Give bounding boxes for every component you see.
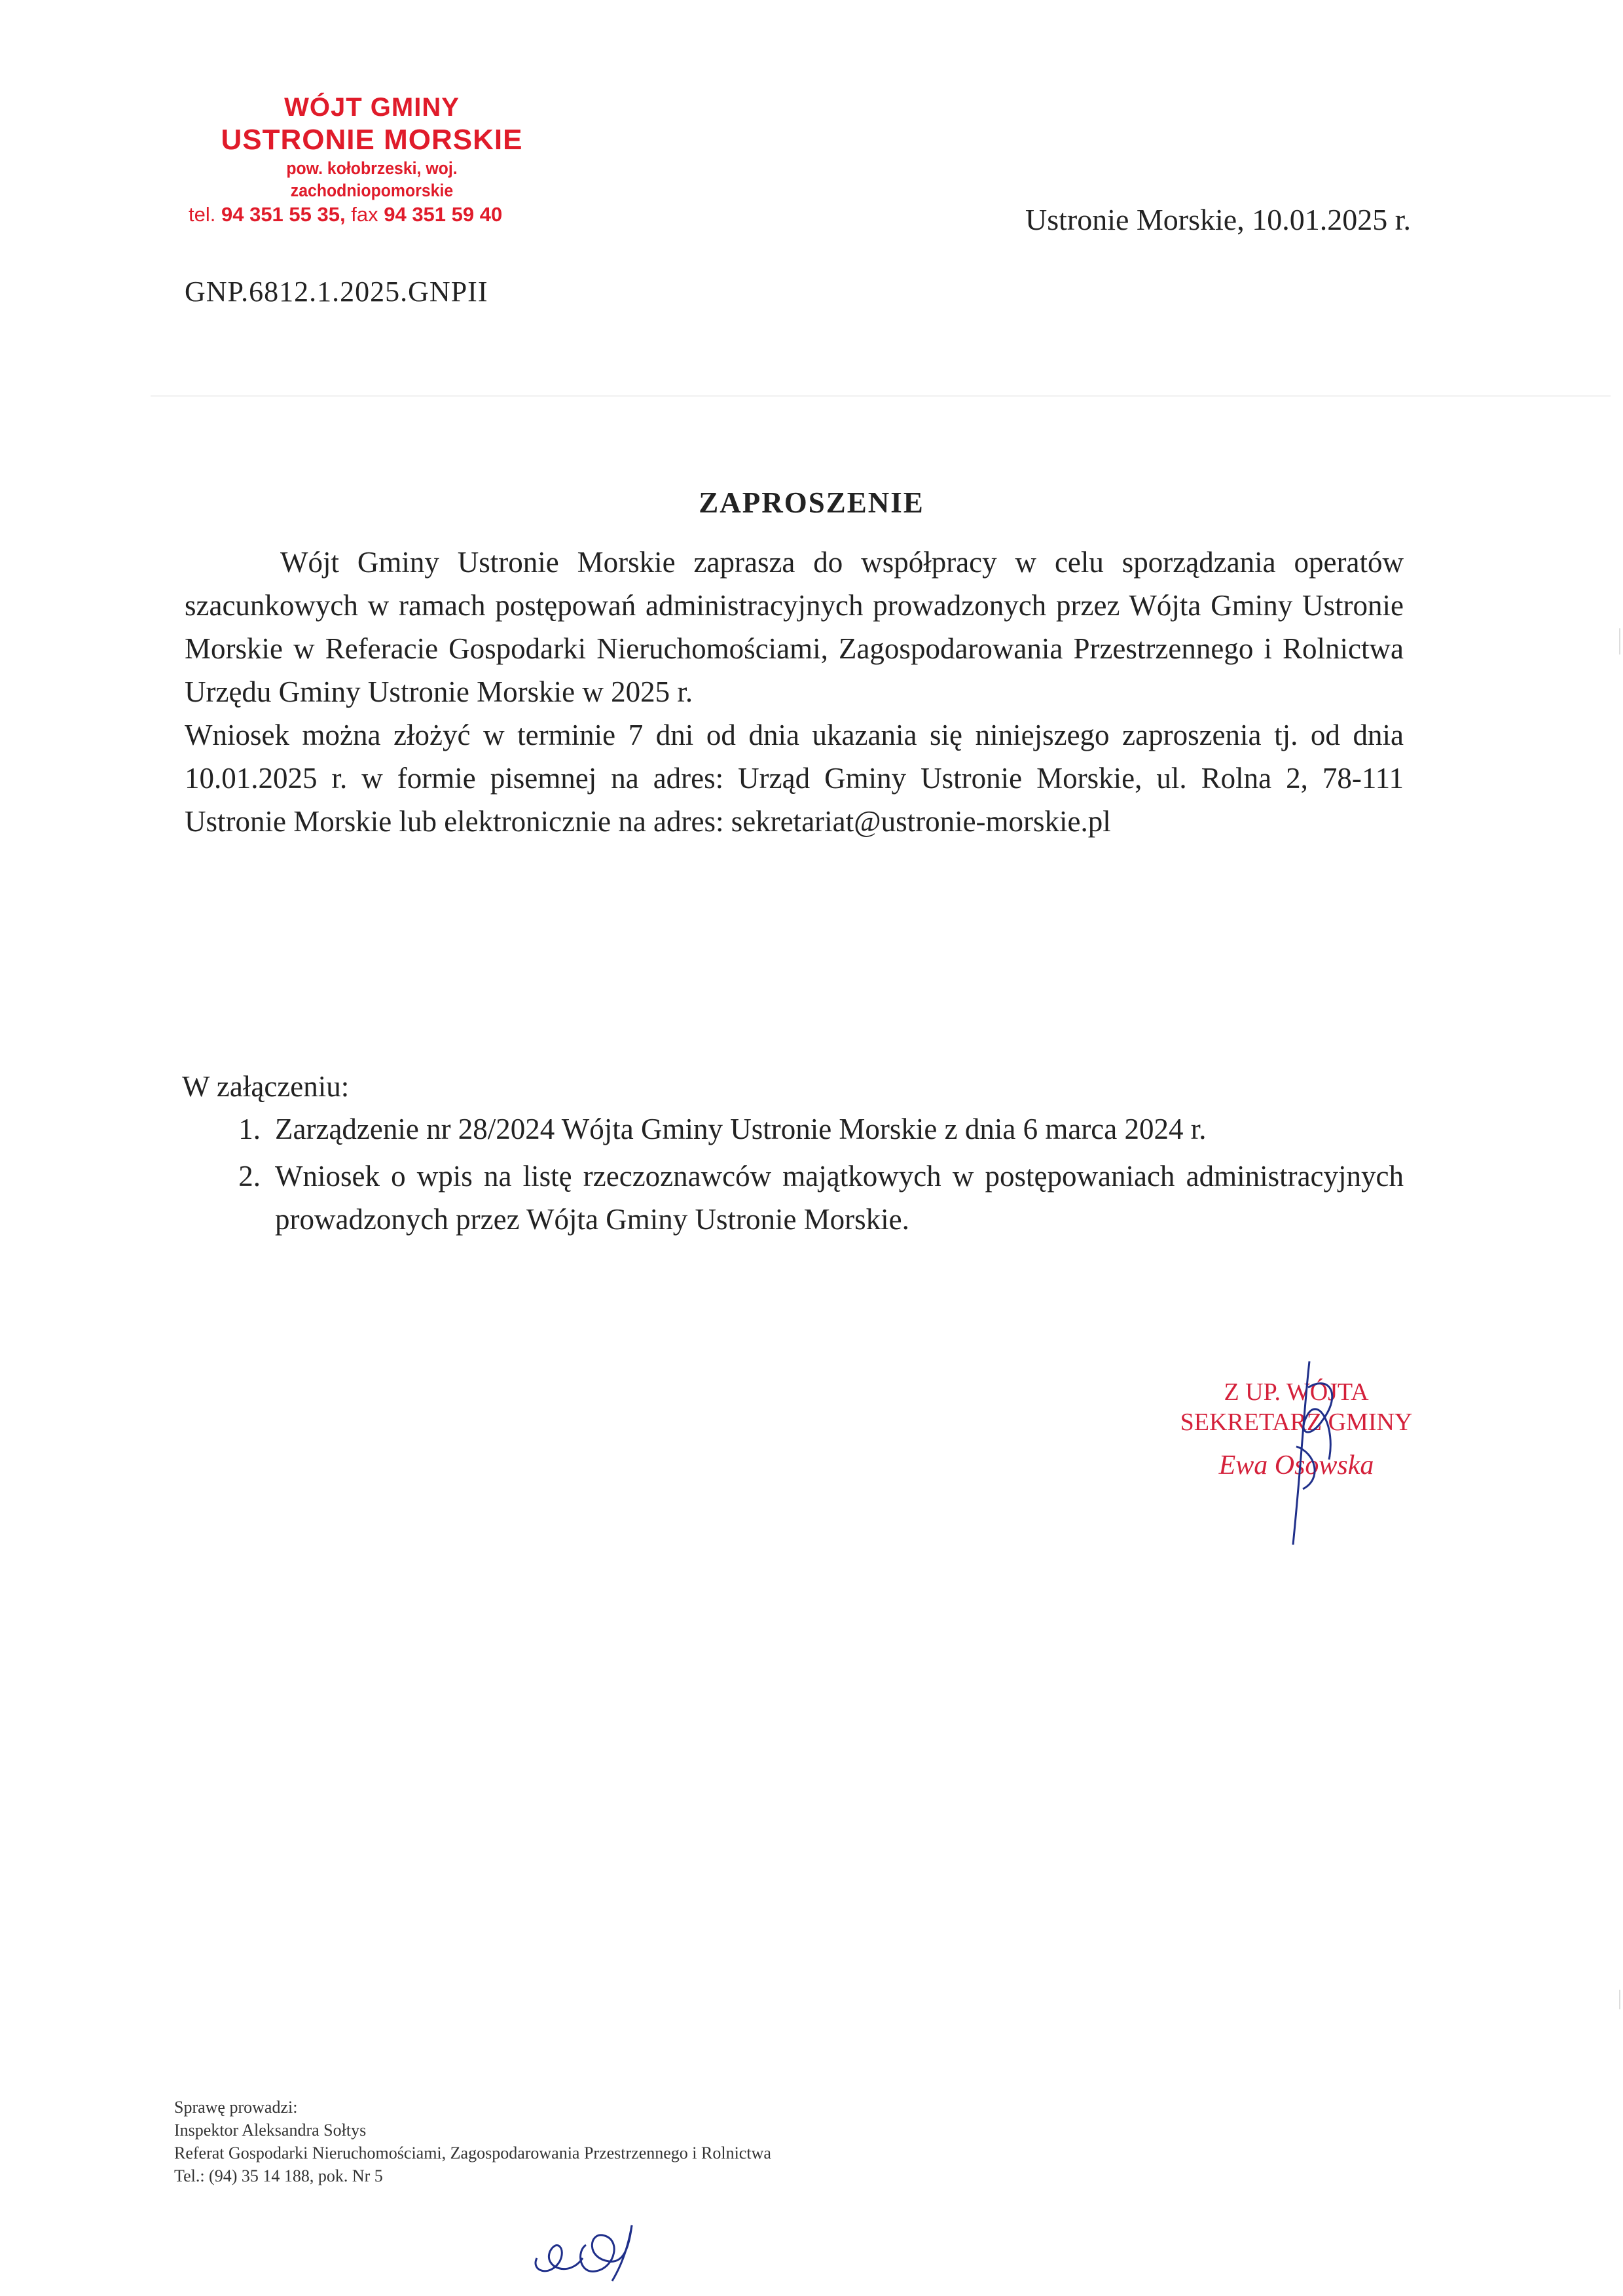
stamp-tel: 94 351 55 35,	[221, 203, 346, 226]
list-item	[182, 1155, 1404, 1241]
footer-contact	[174, 2096, 771, 2187]
footer-department: Referat Gospodarki Nieruchomościami, Zagospodarowania Przestrzennego i Rolnictwa	[174, 2144, 771, 2162]
signature-name: Ewa Osowska	[1218, 1450, 1374, 1480]
list-item-text: Zarządzenie nr 28/2024 Wójta Gminy Ustronie Morskie z dnia 6 marca 2024 r.	[275, 1113, 1207, 1145]
stamp-title: WÓJT GMINY	[284, 93, 460, 122]
handwritten-initials-icon	[524, 2212, 655, 2284]
footer-phone: Tel.: (94) 35 14 188, pok. Nr 5	[174, 2166, 383, 2185]
list-item-text: Wniosek o wpis na listę rzeczoznawców majątkowych w postępowaniach administracyjnych prowadzonych przez Wójta Gminy Ustronie Morskie.	[275, 1160, 1404, 1236]
place-and-date: Ustronie Morskie, 10.01.2025 r.	[1025, 203, 1411, 236]
stamp-fax-label: fax	[351, 203, 378, 226]
paragraph-application: Wniosek można złożyć w terminie 7 dni od dnia ukazania się niniejszego zaproszenia tj. od dnia 10.01.2025 r. w formie pisemnej na adres: Urząd Gminy Ustronie Morskie, ul. Rolna 2, 78-111 Ustronie Morskie lub elektronicznie na adres: sekretariat@ustronie-morskie.pl	[185, 719, 1404, 838]
signature-authorization: Z UP. WÓJTA	[1224, 1378, 1369, 1406]
attachments-list	[182, 1107, 1404, 1245]
stamp-municipality: USTRONIE MORSKIE	[221, 124, 523, 156]
list-item	[182, 1107, 1404, 1151]
list-item-number: 1.	[238, 1113, 261, 1145]
attachments-label: W załączeniu:	[182, 1070, 350, 1103]
handwritten-signature-icon	[1231, 1348, 1375, 1558]
footer-handled-by: Sprawę prowadzi:	[174, 2098, 298, 2117]
stamp-contact	[189, 202, 555, 228]
scan-edge-mark	[1619, 1990, 1620, 2009]
paragraph-invitation: Wójt Gminy Ustronie Morskie zaprasza do współpracy w celu sporządzania operatów szacunkowych w ramach postępowań administracyjnych prowadzonych przez Wójta Gminy Ustronie Morskie w Referacie Gospodarki Nieruchomościami, Zagospodarowania Przestrzennego i Rolnictwa Urzędu Gminy Ustronie Morskie w 2025 r.	[185, 546, 1404, 708]
signature-role: SEKRETARZ GMINY	[1180, 1408, 1413, 1436]
footer-inspector: Inspektor Aleksandra Sołtys	[174, 2121, 367, 2140]
stamp-fax: 94 351 59 40	[384, 203, 503, 226]
stamp-tel-label: tel.	[189, 203, 216, 226]
document-title: ZAPROSZENIE	[699, 486, 924, 519]
reference-number: GNP.6812.1.2025.GNPII	[185, 276, 488, 308]
scan-edge-mark	[1619, 628, 1620, 655]
document-body	[185, 541, 1404, 843]
list-item-number: 2.	[238, 1160, 261, 1193]
stamp-district: pow. kołobrzeski, woj. zachodniopomorskie	[286, 158, 458, 200]
office-stamp	[189, 92, 555, 228]
divider	[151, 395, 1611, 397]
